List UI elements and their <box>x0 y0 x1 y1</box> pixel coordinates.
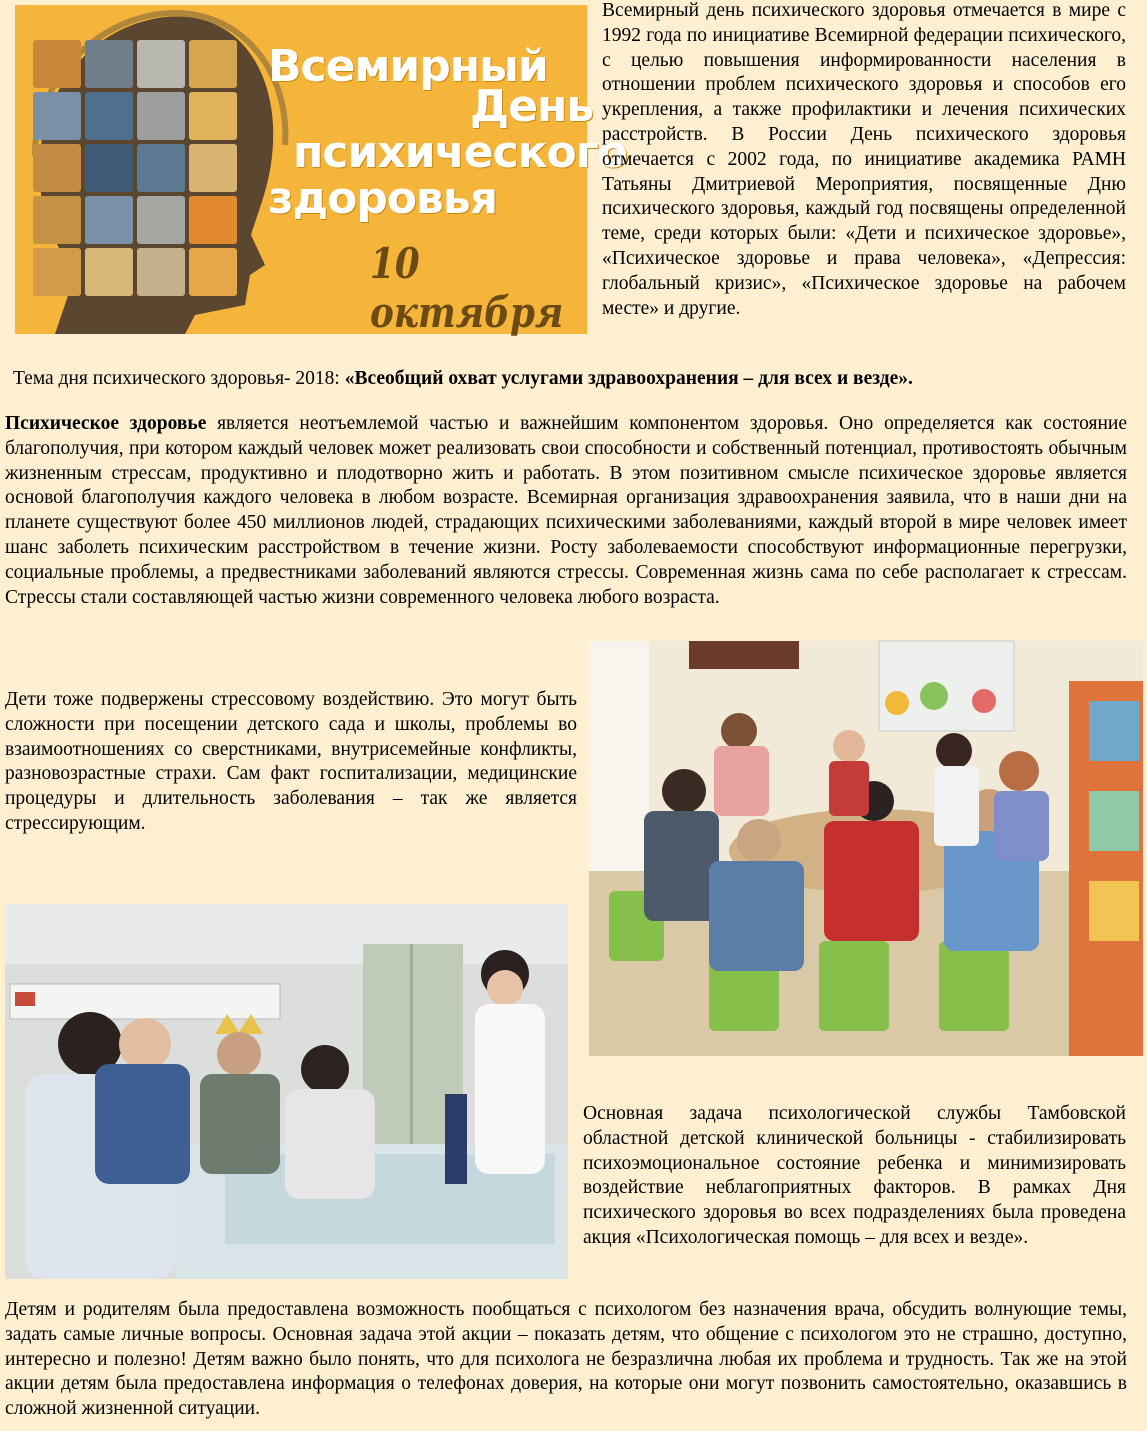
photo-psychologist-ward <box>5 904 568 1279</box>
children-paragraph: Дети тоже подвержены стрессовому воздействию. Это могут быть сложности при посещении детского сада и школы, проблемы во взаимоотношениях со сверстниками, внутрисемейные конфликты, разновозрастные страхи. Сам факт госпитализации, медицинские процедуры и длительность заболевания – так же является стрессирующим. <box>5 689 577 834</box>
mental-health-paragraph <box>5 412 1127 610</box>
children-table-illustration <box>589 641 1143 1056</box>
photo-children-table <box>589 641 1143 1056</box>
banner-title-line3: психического <box>293 127 627 178</box>
service-paragraph: Основная задача психологической службы Тамбовской областной детской клинической больницы - стабилизировать психоэмоциональное состояние ребенка и минимизировать воздействие неблагоприятных факторов. В рамках Дня психического здоровья во всех подразделениях была проведена акция «Психологическая помощь – для всех и везде». <box>583 1103 1126 1248</box>
closing-paragraph: Детям и родителям была предоставлена возможность пообщаться с психологом без назначения врача, обсудить волнующие темы, задать самые личные вопросы. Основная задача этой акции – показать детям, что общение с психологом это не страшно, доступно, интересно и полезно! Детям важно было понять, что для психолога не безразлична любая их проблема и трудность. Так же на этой акции детям была предоставлена информация о телефонах доверия, на которые они могут позвонить самостоятельно, оказавшись в сложной жизненной ситуации. <box>5 1299 1127 1420</box>
banner-image <box>15 5 627 337</box>
theme-prefix: Тема дня психического здоровья- 2018: <box>13 368 345 389</box>
banner-title-line1: Всемирный <box>268 41 548 92</box>
psychologist-ward-illustration <box>5 904 568 1279</box>
mental-health-text: является неотъемлемой частью и важнейшим компонентом здоровья. Оно определяется как состояние благополучия, при котором каждый человек может реализовать свои способности и собственный потенциал, противостоять обычным жизненным стрессам, продуктивно и плодотворно жить и работать. В этом позитивном смысле психическое здоровье является основой благополучия каждого человека в любом возрасте. Всемирная организация здравоохранения заявила, что в наши дни на планете существуют более 450 миллионов людей, страдающих психическими заболеваниями, каждый второй в мире человек имеет шанс заболеть психическим расстройством в течение жизни. Росту заболеваемости способствуют информационные перегрузки, социальные проблемы, а предвестниками заболеваний являются стрессы. Современная жизнь сама по себе располагает к стрессам. Стрессы стали составляющей частью жизни современного человека любого возраста. <box>5 413 1127 608</box>
theme-line <box>13 367 1133 392</box>
banner-title-line2: День <box>470 81 594 132</box>
intro-paragraph: Всемирный день психического здоровья отмечается в мире с 1992 года по инициативе Всемирной федерации психического, с целью повышения информированности населения в отношении проблем психического здоровья и способов его укрепления, а также профилактики и лечения психических расстройств. В России День психического здоровья отмечается с 2002 года, по инициативе академика РАМН Татьяны Дмитриевой Мероприятия, посвященные Дню психического здоровья, каждый год посвящены определенной теме, среди которых были: «Дети и психическое здоровье», «Психическое здоровье и права человека», «Депрессия: глобальный кризис», «Психическое здоровье на рабочем месте» и другие. <box>602 0 1126 319</box>
banner-date: 10 октября <box>370 239 564 337</box>
mental-health-lead: Психическое здоровье <box>5 413 207 434</box>
banner-title-line4: здоровья <box>268 173 497 224</box>
theme-title: «Всеобщий охват услугами здравоохранения – для всех и везде». <box>344 368 913 389</box>
